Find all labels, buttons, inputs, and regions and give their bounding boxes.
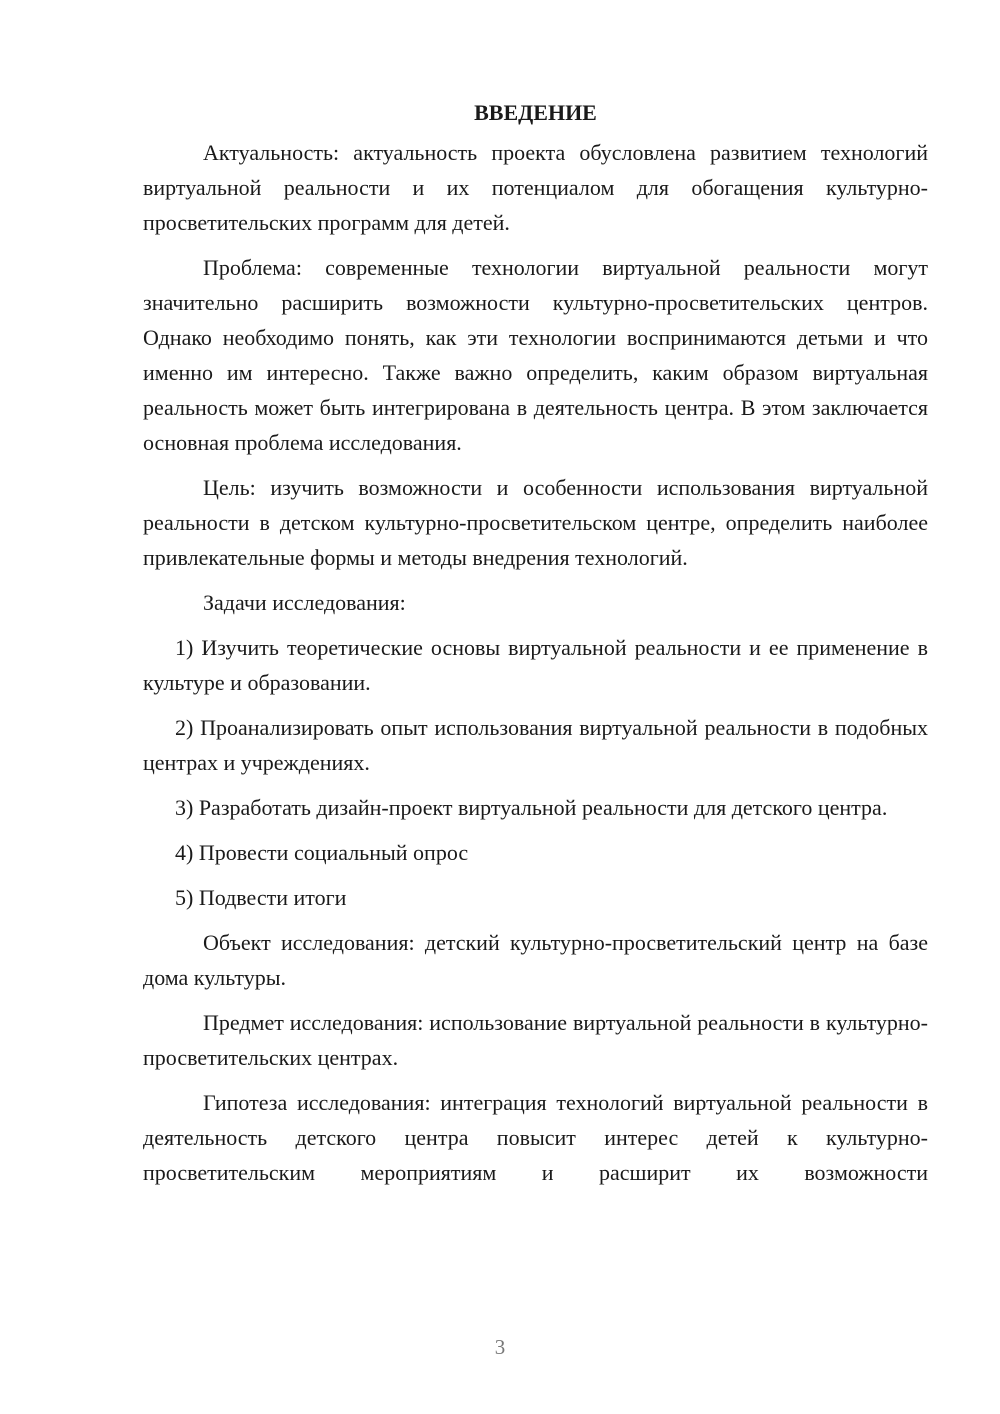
section-title: ВВЕДЕНИЕ bbox=[474, 100, 597, 125]
page-number: 3 bbox=[494, 1335, 506, 1359]
task-item-4: 4) Провести социальный опрос bbox=[175, 840, 469, 865]
task-item-3: 3) Разработать дизайн-проект виртуальной реальности для детского центра. bbox=[175, 795, 888, 820]
page-body bbox=[143, 95, 928, 1190]
task-item-1: 1) Изучить теоретические основы виртуальной реальности и ее применение в культуре и образовании. bbox=[143, 635, 928, 695]
paragraph-problem: Проблема: современные технологии виртуальной реальности могут значительно расширить возможности культурно-просветительских центров. Однако необходимо понять, как эти технологии воспринимаются детьми и что именно им интересно. Также важно определить, каким образом виртуальная реальность может быть интегрирована в деятельность центра. В этом заключается основная проблема исследования. bbox=[143, 255, 928, 455]
task-item-2: 2) Проанализировать опыт использования виртуальной реальности в подобных центрах и учреждениях. bbox=[143, 715, 928, 775]
task-item-5: 5) Подвести итоги bbox=[175, 885, 347, 910]
paragraph-subject: Предмет исследования: использование виртуальной реальности в культурно-просветительских центрах. bbox=[143, 1010, 928, 1070]
paragraph-hypothesis: Гипотеза исследования: интеграция технологий виртуальной реальности в деятельность детского центра повысит интерес детей к культурно-просветительским мероприятиям и расширит их возможности bbox=[143, 1090, 928, 1185]
tasks-heading: Задачи исследования: bbox=[203, 590, 406, 615]
paragraph-relevance: Актуальность: актуальность проекта обусловлена развитием технологий виртуальной реальности и их потенциалом для обогащения культурно-просветительских программ для детей. bbox=[143, 140, 928, 235]
paragraph-goal: Цель: изучить возможности и особенности использования виртуальной реальности в детском культурно-просветительском центре, определить наиболее привлекательные формы и методы внедрения технологий. bbox=[143, 475, 928, 570]
paragraph-object: Объект исследования: детский культурно-просветительский центр на базе дома культуры. bbox=[143, 930, 928, 990]
